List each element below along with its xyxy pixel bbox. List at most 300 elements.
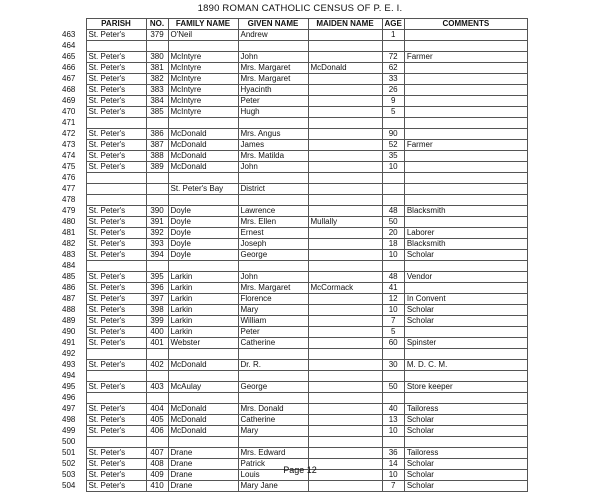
maiden-name-cell [308, 85, 382, 96]
table-row [62, 41, 527, 52]
census-no-cell: 402 [146, 360, 168, 371]
census-no-cell: 380 [146, 52, 168, 63]
parish-cell [86, 41, 146, 52]
family-name-cell: Doyle [168, 217, 238, 228]
table-row [62, 393, 527, 404]
age-cell: 60 [382, 338, 404, 349]
comments-cell [404, 107, 527, 118]
comments-cell: Scholar [404, 316, 527, 327]
census-no-cell: 389 [146, 162, 168, 173]
age-cell: 36 [382, 448, 404, 459]
maiden-name-cell [308, 52, 382, 63]
family-name-cell [168, 118, 238, 129]
family-name-cell: McDonald [168, 360, 238, 371]
age-cell: 33 [382, 74, 404, 85]
parish-cell: St. Peter's [86, 272, 146, 283]
parish-cell: St. Peter's [86, 217, 146, 228]
given-name-cell: Mrs. Margaret [238, 74, 308, 85]
parish-cell [86, 173, 146, 184]
comments-cell [404, 217, 527, 228]
age-cell: 30 [382, 360, 404, 371]
header-row [62, 19, 527, 30]
maiden-name-cell [308, 162, 382, 173]
comments-cell: In Convent [404, 294, 527, 305]
family-name-cell: Larkin [168, 272, 238, 283]
header-rownum [62, 19, 86, 30]
given-name-cell: Hugh [238, 107, 308, 118]
given-name-cell [238, 349, 308, 360]
census-no-cell: 386 [146, 129, 168, 140]
comments-cell [404, 349, 527, 360]
census-no-cell: 384 [146, 96, 168, 107]
census-no-cell: 383 [146, 85, 168, 96]
age-cell: 35 [382, 151, 404, 162]
table-row [62, 283, 527, 294]
age-cell [382, 173, 404, 184]
row-number-cell: 468 [62, 85, 86, 96]
table-row [62, 129, 527, 140]
age-cell: 1 [382, 30, 404, 41]
row-number-cell: 497 [62, 404, 86, 415]
age-cell: 41 [382, 283, 404, 294]
maiden-name-cell [308, 206, 382, 217]
comments-cell [404, 129, 527, 140]
row-number-cell: 484 [62, 261, 86, 272]
table-row [62, 96, 527, 107]
parish-cell [86, 195, 146, 206]
maiden-name-cell [308, 129, 382, 140]
table-row [62, 162, 527, 173]
row-number-cell: 487 [62, 294, 86, 305]
given-name-cell: Peter [238, 96, 308, 107]
parish-cell: St. Peter's [86, 316, 146, 327]
comments-cell: Farmer [404, 52, 527, 63]
parish-cell: St. Peter's [86, 96, 146, 107]
maiden-name-cell [308, 107, 382, 118]
given-name-cell: Catherine [238, 415, 308, 426]
age-cell: 10 [382, 162, 404, 173]
parish-cell: St. Peter's [86, 481, 146, 492]
maiden-name-cell [308, 261, 382, 272]
census-no-cell: 409 [146, 470, 168, 481]
census-no-cell: 391 [146, 217, 168, 228]
parish-cell: St. Peter's [86, 448, 146, 459]
table-row [62, 151, 527, 162]
maiden-name-cell [308, 316, 382, 327]
census-no-cell: 392 [146, 228, 168, 239]
age-cell [382, 349, 404, 360]
table-row [62, 118, 527, 129]
census-no-cell: 401 [146, 338, 168, 349]
comments-cell: Tailoress [404, 448, 527, 459]
family-name-cell: Larkin [168, 316, 238, 327]
parish-cell: St. Peter's [86, 459, 146, 470]
given-name-cell [238, 371, 308, 382]
maiden-name-cell [308, 250, 382, 261]
age-cell [382, 393, 404, 404]
row-number-cell: 472 [62, 129, 86, 140]
census-no-cell: 407 [146, 448, 168, 459]
family-name-cell [168, 173, 238, 184]
age-cell: 62 [382, 63, 404, 74]
family-name-cell: O'Neil [168, 30, 238, 41]
maiden-name-cell [308, 360, 382, 371]
table-row [62, 195, 527, 206]
family-name-cell [168, 437, 238, 448]
family-name-cell: McAulay [168, 382, 238, 393]
given-name-cell: Ernest [238, 228, 308, 239]
row-number-cell: 466 [62, 63, 86, 74]
parish-cell: St. Peter's [86, 327, 146, 338]
row-number-cell: 483 [62, 250, 86, 261]
age-cell [382, 371, 404, 382]
given-name-cell: Patrick [238, 459, 308, 470]
age-cell: 20 [382, 228, 404, 239]
given-name-cell: William [238, 316, 308, 327]
table-row [62, 217, 527, 228]
parish-cell [86, 393, 146, 404]
family-name-cell: McIntyre [168, 85, 238, 96]
family-name-cell: Doyle [168, 228, 238, 239]
parish-cell: St. Peter's [86, 470, 146, 481]
comments-cell: Laborer [404, 228, 527, 239]
table-row [62, 184, 527, 195]
maiden-name-cell [308, 184, 382, 195]
family-name-cell [168, 371, 238, 382]
table-row [62, 85, 527, 96]
age-cell: 14 [382, 459, 404, 470]
comments-cell [404, 151, 527, 162]
table-row [62, 415, 527, 426]
parish-cell: St. Peter's [86, 52, 146, 63]
census-no-cell: 388 [146, 151, 168, 162]
age-cell: 7 [382, 481, 404, 492]
maiden-name-cell [308, 305, 382, 316]
given-name-cell: Mrs. Matilda [238, 151, 308, 162]
comments-cell [404, 30, 527, 41]
comments-cell: Scholar [404, 305, 527, 316]
age-cell: 40 [382, 404, 404, 415]
row-number-cell: 479 [62, 206, 86, 217]
census-no-cell: 398 [146, 305, 168, 316]
maiden-name-cell [308, 437, 382, 448]
age-cell: 13 [382, 415, 404, 426]
given-name-cell: Mary [238, 305, 308, 316]
row-number-cell: 482 [62, 239, 86, 250]
comments-cell [404, 63, 527, 74]
comments-cell: Blacksmith [404, 206, 527, 217]
maiden-name-cell [308, 151, 382, 162]
table-row [62, 327, 527, 338]
parish-cell [86, 371, 146, 382]
given-name-cell: Dr. R. [238, 360, 308, 371]
comments-cell [404, 41, 527, 52]
census-no-cell: 400 [146, 327, 168, 338]
census-no-cell: 410 [146, 481, 168, 492]
census-no-cell [146, 393, 168, 404]
age-cell [382, 195, 404, 206]
census-no-cell: 394 [146, 250, 168, 261]
given-name-cell: Mrs. Margaret [238, 283, 308, 294]
census-no-cell: 393 [146, 239, 168, 250]
age-cell [382, 437, 404, 448]
maiden-name-cell [308, 195, 382, 206]
age-cell: 10 [382, 305, 404, 316]
family-name-cell: Drane [168, 470, 238, 481]
comments-cell [404, 437, 527, 448]
family-name-cell: McDonald [168, 151, 238, 162]
census-no-cell: 399 [146, 316, 168, 327]
table-row [62, 448, 527, 459]
given-name-cell: John [238, 52, 308, 63]
parish-cell: St. Peter's [86, 140, 146, 151]
family-name-cell: McDonald [168, 404, 238, 415]
given-name-cell [238, 118, 308, 129]
family-name-cell: McIntyre [168, 96, 238, 107]
parish-cell: St. Peter's [86, 250, 146, 261]
comments-cell: Tailoress [404, 404, 527, 415]
maiden-name-cell [308, 41, 382, 52]
given-name-cell [238, 173, 308, 184]
table-row [62, 206, 527, 217]
age-cell [382, 118, 404, 129]
given-name-cell: Mrs. Ellen [238, 217, 308, 228]
age-cell [382, 184, 404, 195]
parish-cell [86, 349, 146, 360]
row-number-cell: 469 [62, 96, 86, 107]
comments-cell [404, 371, 527, 382]
page-title: 1890 ROMAN CATHOLIC CENSUS OF P. E. I. [197, 3, 403, 14]
census-no-cell [146, 173, 168, 184]
parish-cell [86, 437, 146, 448]
census-no-cell [146, 349, 168, 360]
given-name-cell: Joseph [238, 239, 308, 250]
table-row [62, 481, 527, 492]
given-name-cell: District [238, 184, 308, 195]
census-no-cell: 387 [146, 140, 168, 151]
census-no-cell [146, 371, 168, 382]
table-row [62, 272, 527, 283]
family-name-cell [168, 261, 238, 272]
family-name-cell: Drane [168, 481, 238, 492]
census-no-cell: 379 [146, 30, 168, 41]
family-name-cell: McDonald [168, 129, 238, 140]
row-number-cell: 475 [62, 162, 86, 173]
census-no-cell: 403 [146, 382, 168, 393]
family-name-cell: McDonald [168, 140, 238, 151]
maiden-name-cell [308, 349, 382, 360]
family-name-cell: McDonald [168, 426, 238, 437]
row-number-cell: 493 [62, 360, 86, 371]
maiden-name-cell [308, 481, 382, 492]
given-name-cell: John [238, 162, 308, 173]
given-name-cell: Catherine [238, 338, 308, 349]
census-no-cell: 406 [146, 426, 168, 437]
given-name-cell: Florence [238, 294, 308, 305]
family-name-cell: McIntyre [168, 63, 238, 74]
comments-cell: Blacksmith [404, 239, 527, 250]
census-no-cell: 395 [146, 272, 168, 283]
parish-cell: St. Peter's [86, 294, 146, 305]
table-row [62, 338, 527, 349]
table-row [62, 261, 527, 272]
family-name-cell: McIntyre [168, 107, 238, 118]
age-cell: 90 [382, 129, 404, 140]
row-number-cell: 496 [62, 393, 86, 404]
age-cell: 72 [382, 52, 404, 63]
age-cell: 50 [382, 217, 404, 228]
row-number-cell: 477 [62, 184, 86, 195]
age-cell: 5 [382, 107, 404, 118]
row-number-cell: 478 [62, 195, 86, 206]
maiden-name-cell: McDonald [308, 63, 382, 74]
comments-cell: Farmer [404, 140, 527, 151]
parish-cell: St. Peter's [86, 338, 146, 349]
comments-cell [404, 85, 527, 96]
parish-cell: St. Peter's [86, 382, 146, 393]
comments-cell [404, 393, 527, 404]
maiden-name-cell [308, 74, 382, 85]
row-number-cell: 473 [62, 140, 86, 151]
table-row [62, 140, 527, 151]
given-name-cell: Mary Jane [238, 481, 308, 492]
parish-cell [86, 184, 146, 195]
maiden-name-cell [308, 327, 382, 338]
row-number-cell: 481 [62, 228, 86, 239]
table-row [62, 63, 527, 74]
census-body [62, 30, 527, 492]
row-number-cell: 492 [62, 349, 86, 360]
maiden-name-cell [308, 173, 382, 184]
table-row [62, 349, 527, 360]
family-name-cell: Larkin [168, 283, 238, 294]
age-cell: 10 [382, 470, 404, 481]
given-name-cell: Louis [238, 470, 308, 481]
given-name-cell: Lawrence [238, 206, 308, 217]
row-number-cell: 502 [62, 459, 86, 470]
maiden-name-cell [308, 404, 382, 415]
row-number-cell: 474 [62, 151, 86, 162]
parish-cell: St. Peter's [86, 415, 146, 426]
table-row [62, 173, 527, 184]
parish-cell: St. Peter's [86, 162, 146, 173]
row-number-cell: 504 [62, 481, 86, 492]
family-name-cell: Larkin [168, 327, 238, 338]
row-number-cell: 467 [62, 74, 86, 85]
row-number-cell: 490 [62, 327, 86, 338]
age-cell: 9 [382, 96, 404, 107]
comments-cell [404, 283, 527, 294]
age-cell: 48 [382, 206, 404, 217]
row-number-cell: 501 [62, 448, 86, 459]
family-name-cell: St. Peter's Bay [168, 184, 238, 195]
maiden-name-cell [308, 338, 382, 349]
table-row [62, 305, 527, 316]
census-no-cell [146, 261, 168, 272]
parish-cell: St. Peter's [86, 107, 146, 118]
comments-cell: Scholar [404, 426, 527, 437]
census-no-cell [146, 118, 168, 129]
census-no-cell: 408 [146, 459, 168, 470]
comments-cell [404, 74, 527, 85]
parish-cell [86, 261, 146, 272]
row-number-cell: 470 [62, 107, 86, 118]
census-no-cell [146, 195, 168, 206]
family-name-cell: Drane [168, 448, 238, 459]
age-cell: 5 [382, 327, 404, 338]
family-name-cell: Drane [168, 459, 238, 470]
maiden-name-cell [308, 371, 382, 382]
table-row [62, 107, 527, 118]
maiden-name-cell [308, 140, 382, 151]
age-cell: 12 [382, 294, 404, 305]
comments-cell [404, 173, 527, 184]
table-row [62, 294, 527, 305]
maiden-name-cell: Mullally [308, 217, 382, 228]
given-name-cell: Peter [238, 327, 308, 338]
comments-cell [404, 184, 527, 195]
maiden-name-cell [308, 272, 382, 283]
parish-cell: St. Peter's [86, 63, 146, 74]
given-name-cell [238, 437, 308, 448]
maiden-name-cell [308, 228, 382, 239]
table-row [62, 30, 527, 41]
maiden-name-cell [308, 30, 382, 41]
age-cell: 10 [382, 426, 404, 437]
family-name-cell: McDonald [168, 415, 238, 426]
header-family-name: FAMILY NAME [168, 19, 238, 30]
maiden-name-cell [308, 96, 382, 107]
age-cell: 52 [382, 140, 404, 151]
maiden-name-cell [308, 118, 382, 129]
parish-cell: St. Peter's [86, 85, 146, 96]
comments-cell: Store keeper [404, 382, 527, 393]
census-no-cell: 390 [146, 206, 168, 217]
parish-cell: St. Peter's [86, 239, 146, 250]
parish-cell: St. Peter's [86, 74, 146, 85]
parish-cell: St. Peter's [86, 426, 146, 437]
row-number-cell: 480 [62, 217, 86, 228]
row-number-cell: 489 [62, 316, 86, 327]
comments-cell: Scholar [404, 415, 527, 426]
header-maiden-name: MAIDEN NAME [308, 19, 382, 30]
row-number-cell: 488 [62, 305, 86, 316]
table-row [62, 52, 527, 63]
row-number-cell: 499 [62, 426, 86, 437]
comments-cell: Scholar [404, 481, 527, 492]
comments-cell [404, 162, 527, 173]
family-name-cell: McDonald [168, 162, 238, 173]
given-name-cell: Mary [238, 426, 308, 437]
family-name-cell: Doyle [168, 239, 238, 250]
comments-cell: Vendor [404, 272, 527, 283]
census-no-cell [146, 437, 168, 448]
census-no-cell [146, 41, 168, 52]
given-name-cell: Mrs. Donald [238, 404, 308, 415]
family-name-cell [168, 41, 238, 52]
family-name-cell [168, 195, 238, 206]
family-name-cell: Doyle [168, 206, 238, 217]
maiden-name-cell [308, 415, 382, 426]
table-row [62, 316, 527, 327]
family-name-cell: Larkin [168, 294, 238, 305]
given-name-cell: James [238, 140, 308, 151]
comments-cell: M. D. C. M. [404, 360, 527, 371]
table-row [62, 382, 527, 393]
maiden-name-cell [308, 393, 382, 404]
row-number-cell: 464 [62, 41, 86, 52]
maiden-name-cell [308, 426, 382, 437]
